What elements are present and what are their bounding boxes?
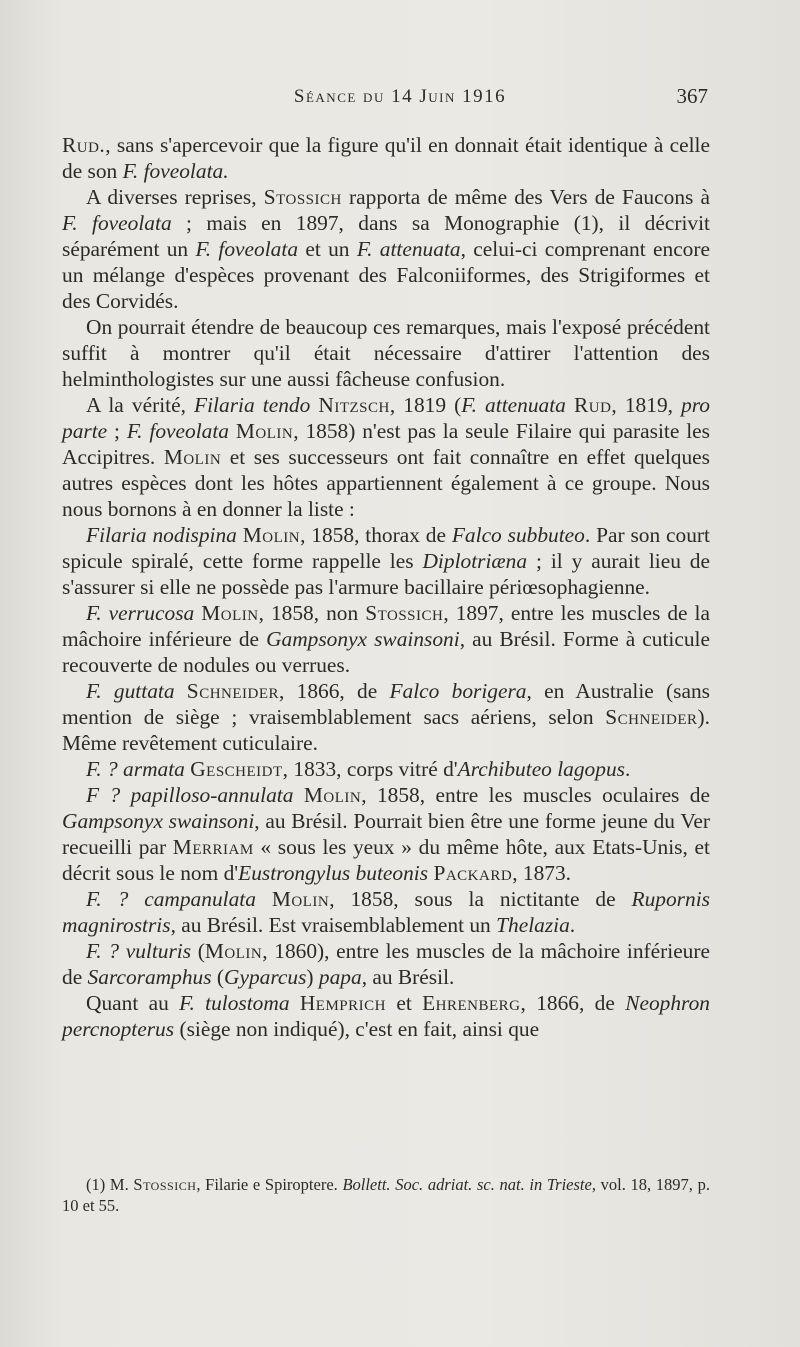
page-header bbox=[0, 82, 800, 112]
text-run: , 1897, entre les muscles de la mâchoire inférieure de bbox=[62, 601, 710, 651]
text-run: et ses successeurs ont fait connaître en effet quelques autres espèces dont les hôtes appartiennent également à ce groupe. Nous nous bornons à en donner la liste : bbox=[62, 445, 710, 521]
footnote bbox=[62, 1174, 710, 1216]
text-run: rapporta de même des Vers de Faucons à bbox=[341, 185, 710, 209]
text-run: « sous les yeux » du même hôte, aux Etats-Unis, et décrit sous le nom d' bbox=[62, 835, 710, 885]
text-run: , 1819 ( bbox=[389, 393, 462, 417]
author-name: Gescheidt bbox=[190, 757, 283, 781]
text-run: On pourrait étendre de beaucoup ces remarques, mais l'exposé précédent suffit à montrer qu'il était nécessaire d'attirer l'attention des helminthologistes sur une aussi fâcheuse confusion. bbox=[62, 315, 710, 391]
paragraph bbox=[62, 184, 710, 314]
italic-text: papa bbox=[318, 965, 362, 989]
italic-text: Thelazia bbox=[496, 913, 570, 937]
text-run: A la vérité, bbox=[86, 393, 195, 417]
text-run: . Par son court spicule spiralé, cette forme rappelle les bbox=[62, 523, 710, 573]
text-run: . bbox=[624, 757, 631, 781]
text-run: ; bbox=[107, 419, 127, 443]
italic-text: Gampsonyx swainsoni bbox=[62, 809, 255, 833]
text-run: ). Même revêtement cuticulaire. bbox=[62, 705, 710, 755]
text-run: (1) M. bbox=[86, 1175, 134, 1194]
italic-text: F. ? vulturis bbox=[86, 939, 192, 963]
text-run: , 1858, non bbox=[258, 601, 366, 625]
text-run bbox=[293, 783, 303, 807]
italic-text: Archibuteo lagopus bbox=[457, 757, 625, 781]
italic-text: F. tulostoma bbox=[179, 991, 290, 1015]
running-head: Séance du 14 Juin 1916 bbox=[293, 86, 507, 107]
italic-text: Gyparcus bbox=[224, 965, 307, 989]
text-run: et un bbox=[298, 237, 357, 261]
italic-text: F. attenuata bbox=[356, 237, 461, 261]
italic-text: pro parte bbox=[62, 393, 710, 443]
author-name: Molin bbox=[242, 523, 301, 547]
author-name: Molin bbox=[201, 601, 259, 625]
italic-text: Rupornis magnirostris bbox=[62, 887, 710, 937]
text-run: , au Brésil. Pourrait bien être une forme jeune du Ver recueilli par bbox=[62, 809, 711, 859]
italic-text: Filaria tendo bbox=[194, 393, 311, 417]
italic-text: F. ? armata bbox=[86, 757, 185, 781]
paragraph bbox=[62, 678, 710, 756]
text-run: . bbox=[569, 913, 576, 937]
paragraph bbox=[62, 392, 710, 522]
author-name: Stossich bbox=[263, 185, 342, 209]
author-name: Schneider bbox=[605, 705, 698, 729]
paragraph bbox=[62, 782, 710, 886]
italic-text: Falco subbuteo bbox=[451, 523, 585, 547]
text-run bbox=[566, 393, 574, 417]
body-text bbox=[62, 132, 710, 1042]
text-run: , au Brésil. Est vraisemblablement un bbox=[170, 913, 497, 937]
italic-text: Filaria nodispina bbox=[86, 523, 237, 547]
text-run: et bbox=[386, 991, 423, 1015]
author-name: Merriam bbox=[172, 835, 254, 859]
text-run: , 1858, entre les muscles oculaires de bbox=[361, 783, 710, 807]
text-run: ; il y aurait lieu de s'assurer si elle ne possède pas l'armure bacillaire périœsophagienne. bbox=[62, 549, 710, 599]
paragraph bbox=[62, 132, 710, 184]
text-run: , 1833, corps vitré d' bbox=[282, 757, 458, 781]
italic-text: Neophron percnopterus bbox=[62, 991, 710, 1041]
text-run: Quant au bbox=[86, 991, 180, 1015]
paragraph bbox=[62, 522, 710, 600]
italic-text: Diplotriæna bbox=[422, 549, 528, 573]
text-run: , 1866, de bbox=[279, 679, 390, 703]
text-run: , 1858, thorax de bbox=[300, 523, 452, 547]
italic-text: F. verrucosa bbox=[86, 601, 195, 625]
paragraph bbox=[62, 990, 710, 1042]
paragraph bbox=[62, 756, 710, 782]
text-run bbox=[229, 419, 236, 443]
text-run: , 1866, de bbox=[520, 991, 626, 1015]
italic-text: Bollett. Soc. adriat. sc. nat. in Trieste bbox=[342, 1175, 592, 1194]
author-name: Rud. bbox=[62, 133, 106, 157]
italic-text: F. ? campanulata bbox=[86, 887, 256, 911]
italic-text: F. foveolata bbox=[62, 211, 172, 235]
text-run: A diverses reprises, bbox=[86, 185, 264, 209]
text-run: , au Brésil. Forme à cuticule recouverte de nodules ou verrues. bbox=[62, 627, 710, 677]
text-run: , vol. 18, 1897, p. 10 et 55. bbox=[62, 1175, 710, 1215]
text-run: , 1860), entre les muscles de la mâchoire inférieure de bbox=[62, 939, 710, 989]
author-name: Ehrenberg bbox=[422, 991, 521, 1015]
italic-text: F. foveolata bbox=[126, 419, 229, 443]
author-name: Nitzsch bbox=[318, 393, 390, 417]
text-run bbox=[290, 991, 300, 1015]
text-run: , 1873. bbox=[512, 861, 572, 885]
text-run: ) bbox=[306, 965, 319, 989]
text-run: , 1819, bbox=[611, 393, 682, 417]
text-run bbox=[256, 887, 272, 911]
italic-text: F. guttata bbox=[86, 679, 175, 703]
text-run: , 1858) n'est pas la seule Filaire qui parasite les Accipitres. bbox=[62, 419, 710, 469]
italic-text: Falco borigera bbox=[389, 679, 527, 703]
author-name: Molin bbox=[204, 939, 263, 963]
italic-text: F ? papilloso-annulata bbox=[86, 783, 294, 807]
page-number: 367 bbox=[676, 84, 708, 108]
italic-text: F. attenuata bbox=[461, 393, 566, 417]
author-name: Hemprich bbox=[299, 991, 386, 1015]
text-run: , 1858, sous la nictitante de bbox=[329, 887, 632, 911]
italic-text: Gampsonyx swainsoni bbox=[266, 627, 460, 651]
paragraph bbox=[62, 886, 710, 938]
italic-text: F. foveolata bbox=[195, 237, 299, 261]
text-run: ( bbox=[191, 939, 205, 963]
text-run: (siège non indiqué), c'est en fait, ainsi que bbox=[174, 1017, 540, 1041]
text-run: ( bbox=[211, 965, 225, 989]
italic-text: Eustrongylus buteonis bbox=[238, 861, 429, 885]
footnote-area bbox=[62, 1174, 710, 1216]
text-run: , Filarie e Spiroptere. bbox=[196, 1175, 343, 1194]
paragraph bbox=[62, 314, 710, 392]
author-name: Packard bbox=[433, 861, 513, 885]
text-run bbox=[175, 679, 187, 703]
italic-text: F. foveolata. bbox=[122, 159, 229, 183]
paragraph bbox=[62, 600, 710, 678]
author-name: Rud bbox=[573, 393, 612, 417]
author-name: Molin bbox=[303, 783, 362, 807]
author-name: Molin bbox=[163, 445, 222, 469]
text-run: , sans s'apercevoir que la figure qu'il en donnait était identique à celle de son bbox=[62, 133, 710, 183]
author-name: Molin bbox=[235, 419, 294, 443]
text-run: , en Australie (sans mention de siège ; vraisemblablement sacs aériens, selon bbox=[62, 679, 710, 729]
author-name: Stossich bbox=[133, 1175, 197, 1194]
paragraph bbox=[62, 938, 710, 990]
text-run: ; mais en 1897, dans sa Monographie (1), il décrivit séparément un bbox=[62, 211, 711, 261]
text-run: , au Brésil. bbox=[361, 965, 455, 989]
author-name: Stossich bbox=[365, 601, 444, 625]
author-name: Molin bbox=[271, 887, 330, 911]
author-name: Schneider bbox=[186, 679, 280, 703]
text-run: , celui-ci comprenant encore un mélange d'espèces provenant des Falconiiformes, des Strigiformes et des Corvidés. bbox=[62, 237, 710, 313]
italic-text: Sarcoramphus bbox=[87, 965, 212, 989]
